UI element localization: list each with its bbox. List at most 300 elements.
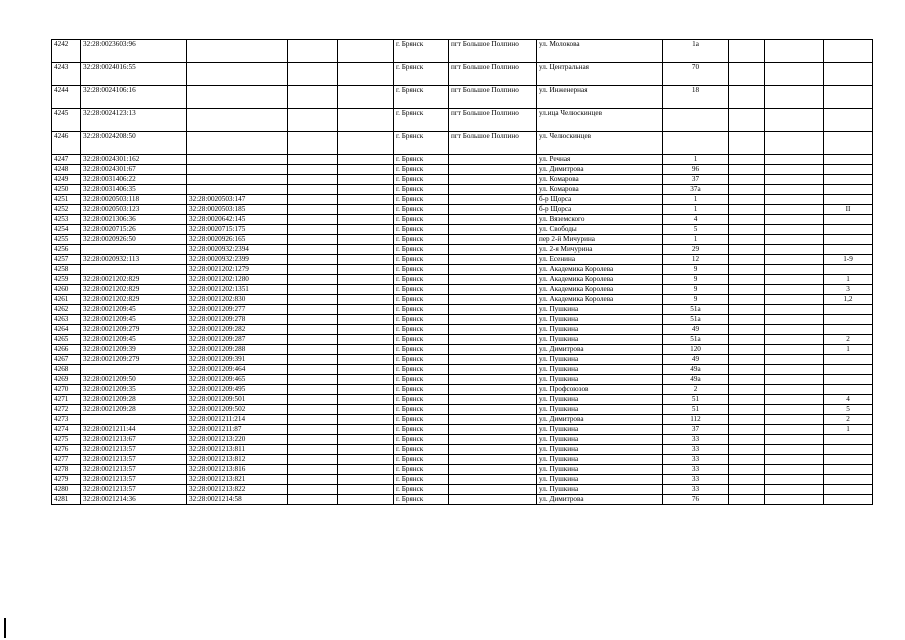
table-cell	[729, 485, 765, 495]
table-cell: 29	[663, 245, 729, 255]
table-row	[52, 375, 873, 385]
table-cell: 32:28:0024016:55	[81, 63, 187, 86]
table-cell: ул. Димитрова	[537, 345, 663, 355]
table-cell	[288, 215, 338, 225]
table-cell	[338, 345, 394, 355]
table-cell	[338, 245, 394, 255]
table-cell	[187, 86, 288, 109]
table-cell	[338, 435, 394, 445]
table-cell: 4246	[52, 132, 81, 155]
table-cell: 4268	[52, 365, 81, 375]
table-cell	[765, 165, 824, 175]
table-cell: г. Брянск	[394, 245, 449, 255]
table-cell	[729, 295, 765, 305]
table-cell: 51а	[663, 315, 729, 325]
table-cell: 32:28:0020932:2399	[187, 255, 288, 265]
table-cell: 32:28:0021209:464	[187, 365, 288, 375]
table-cell: г. Брянск	[394, 255, 449, 265]
table-cell: 12	[663, 255, 729, 265]
table-cell	[338, 485, 394, 495]
table-cell	[729, 315, 765, 325]
table-row	[52, 195, 873, 205]
table-cell: 32:28:0020503:123	[81, 205, 187, 215]
table-cell: 32:28:0021213:811	[187, 445, 288, 455]
table-cell	[449, 205, 537, 215]
table-row	[52, 485, 873, 495]
table-cell	[288, 395, 338, 405]
table-cell	[449, 185, 537, 195]
table-cell	[288, 325, 338, 335]
table-cell	[765, 63, 824, 86]
table-cell: 32:28:0021213:812	[187, 455, 288, 465]
table-cell	[729, 215, 765, 225]
table-cell	[729, 435, 765, 445]
table-cell: г. Брянск	[394, 63, 449, 86]
table-cell	[288, 465, 338, 475]
table-cell: 32:28:0021209:28	[81, 395, 187, 405]
table-row	[52, 475, 873, 485]
table-cell	[729, 205, 765, 215]
table-cell	[765, 305, 824, 315]
table-cell	[729, 265, 765, 275]
table-cell: 112	[663, 415, 729, 425]
table-cell	[338, 325, 394, 335]
table-cell	[824, 235, 873, 245]
table-cell: 32:28:0021213:821	[187, 475, 288, 485]
table-cell	[824, 215, 873, 225]
table-row	[52, 495, 873, 505]
table-cell: г. Брянск	[394, 375, 449, 385]
table-row	[52, 185, 873, 195]
table-cell: 9	[663, 295, 729, 305]
table-cell: г. Брянск	[394, 325, 449, 335]
table-cell	[187, 175, 288, 185]
table-cell	[288, 285, 338, 295]
table-cell: 4266	[52, 345, 81, 355]
table-cell	[729, 495, 765, 505]
table-cell	[338, 425, 394, 435]
table-cell: 32:28:0021209:279	[81, 355, 187, 365]
table-cell: 32:28:0031406:22	[81, 175, 187, 185]
table-cell: 1	[663, 155, 729, 165]
table-cell	[338, 315, 394, 325]
table-row	[52, 315, 873, 325]
table-cell: 70	[663, 63, 729, 86]
table-cell: 49а	[663, 365, 729, 375]
table-cell: 4262	[52, 305, 81, 315]
table-cell	[824, 305, 873, 315]
table-cell: 18	[663, 86, 729, 109]
table-cell	[338, 165, 394, 175]
table-cell	[338, 295, 394, 305]
table-cell	[449, 215, 537, 225]
table-cell	[288, 345, 338, 355]
table-cell	[765, 475, 824, 485]
table-cell	[288, 155, 338, 165]
table-cell	[288, 335, 338, 345]
table-cell: 32:28:0021209:45	[81, 335, 187, 345]
table-cell	[449, 175, 537, 185]
table-cell	[765, 395, 824, 405]
table-cell	[187, 63, 288, 86]
table-cell: 37а	[663, 185, 729, 195]
table-cell	[338, 225, 394, 235]
table-cell: 49	[663, 355, 729, 365]
table-cell	[729, 255, 765, 265]
table-cell: 32:28:0021213:220	[187, 435, 288, 445]
table-cell: ул. Пушкина	[537, 465, 663, 475]
table-cell: 32:28:0021202:829	[81, 295, 187, 305]
table-cell	[765, 195, 824, 205]
table-cell	[288, 315, 338, 325]
table-cell	[824, 245, 873, 255]
table-cell: ул. Пушкина	[537, 375, 663, 385]
table-row	[52, 225, 873, 235]
table-cell: 32:28:0020715:175	[187, 225, 288, 235]
binding-mark	[4, 618, 6, 638]
table-cell	[765, 465, 824, 475]
table-cell: 32:28:0021213:57	[81, 475, 187, 485]
table-cell: г. Брянск	[394, 205, 449, 215]
table-cell: г. Брянск	[394, 465, 449, 475]
table-cell	[449, 465, 537, 475]
table-cell	[449, 315, 537, 325]
table-cell	[449, 405, 537, 415]
table-cell: 4279	[52, 475, 81, 485]
table-cell	[338, 63, 394, 86]
table-row	[52, 335, 873, 345]
table-cell	[449, 155, 537, 165]
table-row	[52, 63, 873, 86]
table-cell	[288, 165, 338, 175]
table-cell	[824, 155, 873, 165]
table-cell	[449, 225, 537, 235]
table-cell: 4252	[52, 205, 81, 215]
table-cell: 4258	[52, 265, 81, 275]
table-cell: ул. Речная	[537, 155, 663, 165]
table-cell	[288, 195, 338, 205]
table-cell: 4245	[52, 109, 81, 132]
table-cell	[765, 365, 824, 375]
table-cell	[449, 395, 537, 405]
table-row	[52, 235, 873, 245]
table-cell: г. Брянск	[394, 495, 449, 505]
table-cell: 4270	[52, 385, 81, 395]
table-cell	[765, 245, 824, 255]
table-cell: 4244	[52, 86, 81, 109]
table-cell: 32:28:0020715:26	[81, 225, 187, 235]
table-cell	[729, 455, 765, 465]
table-cell	[729, 195, 765, 205]
table-cell: 32:28:0021213:57	[81, 445, 187, 455]
table-cell: 33	[663, 475, 729, 485]
table-cell: 51	[663, 395, 729, 405]
table-cell: 32:28:0021209:35	[81, 385, 187, 395]
table-cell: 4281	[52, 495, 81, 505]
table-cell	[765, 225, 824, 235]
table-cell	[288, 475, 338, 485]
table-cell: 32:28:0021213:816	[187, 465, 288, 475]
table-cell	[765, 155, 824, 165]
table-cell	[288, 63, 338, 86]
table-row	[52, 109, 873, 132]
table-cell: 4256	[52, 245, 81, 255]
table-cell: 32:28:0024301:162	[81, 155, 187, 165]
table-cell: 1	[824, 275, 873, 285]
table-cell	[187, 132, 288, 155]
table-cell: 32:28:0021213:57	[81, 485, 187, 495]
table-cell: г. Брянск	[394, 405, 449, 415]
table-cell	[449, 415, 537, 425]
table-cell: 1	[663, 235, 729, 245]
table-cell	[765, 265, 824, 275]
table-cell	[288, 205, 338, 215]
table-cell: 5	[824, 405, 873, 415]
table-cell: г. Брянск	[394, 425, 449, 435]
table-cell: 4253	[52, 215, 81, 225]
table-cell: 32:28:0021209:287	[187, 335, 288, 345]
table-cell: ул. Академика Королева	[537, 295, 663, 305]
table-cell	[765, 275, 824, 285]
table-cell	[765, 325, 824, 335]
table-cell: 4260	[52, 285, 81, 295]
table-cell	[288, 365, 338, 375]
table-row	[52, 255, 873, 265]
table-cell	[824, 485, 873, 495]
table-cell: ул. Димитрова	[537, 415, 663, 425]
table-row	[52, 345, 873, 355]
table-cell	[338, 355, 394, 365]
table-row	[52, 415, 873, 425]
table-cell: 49а	[663, 375, 729, 385]
table-cell: 32:28:0020932:113	[81, 255, 187, 265]
table-cell	[824, 109, 873, 132]
table-cell	[81, 245, 187, 255]
table-cell	[729, 225, 765, 235]
table-cell: 51а	[663, 335, 729, 345]
table-cell: 4275	[52, 435, 81, 445]
table-cell: г. Брянск	[394, 40, 449, 63]
table-cell	[765, 385, 824, 395]
table-cell: 32:28:0021209:282	[187, 325, 288, 335]
table-cell: ул. Пушкина	[537, 435, 663, 445]
table-cell: 4259	[52, 275, 81, 285]
table-cell: г. Брянск	[394, 195, 449, 205]
table-cell	[824, 375, 873, 385]
table-cell: ул. Академика Королева	[537, 265, 663, 275]
table-cell	[765, 295, 824, 305]
table-cell: 32:28:0021211:87	[187, 425, 288, 435]
table-cell: 32:28:0021202:1280	[187, 275, 288, 285]
table-cell	[288, 415, 338, 425]
table-cell	[729, 245, 765, 255]
table-cell: 4273	[52, 415, 81, 425]
table-cell: 4	[663, 215, 729, 225]
table-cell: ул. Пушкина	[537, 405, 663, 415]
table-cell	[729, 425, 765, 435]
table-cell	[288, 375, 338, 385]
table-cell: ул. Вяземского	[537, 215, 663, 225]
table-row	[52, 175, 873, 185]
table-cell: 32:28:0020932:2394	[187, 245, 288, 255]
table-cell: ул. Димитрова	[537, 165, 663, 175]
table-cell: 32:28:0021213:57	[81, 455, 187, 465]
table-cell: 32:28:0021209:502	[187, 405, 288, 415]
table-cell	[338, 405, 394, 415]
table-row	[52, 405, 873, 415]
table-cell: 9	[663, 265, 729, 275]
table-cell: 4250	[52, 185, 81, 195]
table-cell: 4278	[52, 465, 81, 475]
table-cell	[824, 465, 873, 475]
table-cell: г. Брянск	[394, 295, 449, 305]
table-cell: 32:28:0021209:45	[81, 315, 187, 325]
table-cell	[824, 445, 873, 455]
table-row	[52, 385, 873, 395]
table-cell	[338, 215, 394, 225]
table-cell	[824, 40, 873, 63]
table-row	[52, 155, 873, 165]
table-cell: 33	[663, 435, 729, 445]
table-cell: 32:28:0021209:288	[187, 345, 288, 355]
table-cell: ул. Комарова	[537, 185, 663, 195]
table-cell	[765, 425, 824, 435]
table-cell: ул. Пушкина	[537, 485, 663, 495]
table-cell: 32:28:0020926:165	[187, 235, 288, 245]
table-cell	[449, 305, 537, 315]
table-cell	[765, 405, 824, 415]
table-cell: г. Брянск	[394, 285, 449, 295]
table-cell	[765, 205, 824, 215]
table-cell	[288, 225, 338, 235]
table-cell: г. Брянск	[394, 485, 449, 495]
table-cell	[288, 445, 338, 455]
table-cell: 4274	[52, 425, 81, 435]
table-cell	[338, 285, 394, 295]
table-cell: 1,2	[824, 295, 873, 305]
table-cell: 4263	[52, 315, 81, 325]
table-cell	[765, 285, 824, 295]
table-cell	[729, 475, 765, 485]
table-cell: г. Брянск	[394, 86, 449, 109]
table-cell: 32:28:0021214:36	[81, 495, 187, 505]
table-cell	[338, 495, 394, 505]
table-cell: б-р Щорса	[537, 195, 663, 205]
table-cell	[765, 185, 824, 195]
table-row	[52, 132, 873, 155]
table-cell: 2	[824, 415, 873, 425]
table-row	[52, 465, 873, 475]
table-cell	[288, 485, 338, 495]
table-cell	[449, 335, 537, 345]
table-cell	[449, 165, 537, 175]
table-cell	[338, 365, 394, 375]
table-cell	[187, 40, 288, 63]
table-cell: ул. 2-я Мичурина	[537, 245, 663, 255]
table-cell	[288, 355, 338, 365]
table-cell	[338, 455, 394, 465]
table-cell: 1	[824, 345, 873, 355]
table-cell: 32:28:0021209:45	[81, 305, 187, 315]
table-cell	[338, 40, 394, 63]
table-cell: 4264	[52, 325, 81, 335]
table-cell: 4265	[52, 335, 81, 345]
table-cell: 9	[663, 275, 729, 285]
table-cell	[729, 132, 765, 155]
table-cell: 32:28:0020503:185	[187, 205, 288, 215]
table-cell	[729, 405, 765, 415]
table-cell: 1	[824, 425, 873, 435]
table-cell	[449, 235, 537, 245]
table-cell	[288, 40, 338, 63]
table-cell	[449, 355, 537, 365]
table-cell	[288, 245, 338, 255]
table-row	[52, 86, 873, 109]
table-cell	[338, 235, 394, 245]
table-cell: 4261	[52, 295, 81, 305]
table-cell: г. Брянск	[394, 185, 449, 195]
table-cell: 4	[824, 395, 873, 405]
table-cell	[729, 86, 765, 109]
table-cell	[288, 175, 338, 185]
table-cell	[663, 109, 729, 132]
table-cell	[729, 335, 765, 345]
table-cell: 32:28:0021209:50	[81, 375, 187, 385]
table-cell: ул. Пушкина	[537, 305, 663, 315]
table-cell: 32:28:0023603:96	[81, 40, 187, 63]
table-cell	[449, 295, 537, 305]
table-cell	[449, 345, 537, 355]
table-cell: 32:28:0021214:58	[187, 495, 288, 505]
table-cell	[824, 315, 873, 325]
table-cell	[729, 155, 765, 165]
table-cell: пер 2-й Мичурина	[537, 235, 663, 245]
table-cell: 4243	[52, 63, 81, 86]
table-cell: 32:28:0021209:495	[187, 385, 288, 395]
table-cell: 32:28:0021209:465	[187, 375, 288, 385]
table-cell: 32:28:0024106:16	[81, 86, 187, 109]
table-cell: 32:28:0021211:44	[81, 425, 187, 435]
table-cell	[824, 132, 873, 155]
table-cell: 2	[824, 335, 873, 345]
table-cell	[824, 185, 873, 195]
table-cell	[765, 175, 824, 185]
table-cell: ул. Пушкина	[537, 325, 663, 335]
table-cell	[729, 445, 765, 455]
table-cell	[449, 325, 537, 335]
table-cell: ул. Пушкина	[537, 355, 663, 365]
table-cell: 4280	[52, 485, 81, 495]
table-cell	[338, 305, 394, 315]
table-cell	[824, 265, 873, 275]
table-cell	[338, 132, 394, 155]
table-cell	[765, 40, 824, 63]
table-cell	[338, 475, 394, 485]
table-cell	[449, 255, 537, 265]
table-cell: пгт Большое Полпино	[449, 63, 537, 86]
table-cell: 32:28:0021209:279	[81, 325, 187, 335]
table-cell	[338, 275, 394, 285]
table-cell	[288, 265, 338, 275]
table-cell	[338, 265, 394, 275]
table-cell	[187, 109, 288, 132]
table-cell: 33	[663, 465, 729, 475]
table-cell	[288, 405, 338, 415]
table-cell: 32:28:0021209:277	[187, 305, 288, 315]
table-cell	[729, 175, 765, 185]
table-cell: ул. Академика Королева	[537, 285, 663, 295]
table-cell: г. Брянск	[394, 132, 449, 155]
